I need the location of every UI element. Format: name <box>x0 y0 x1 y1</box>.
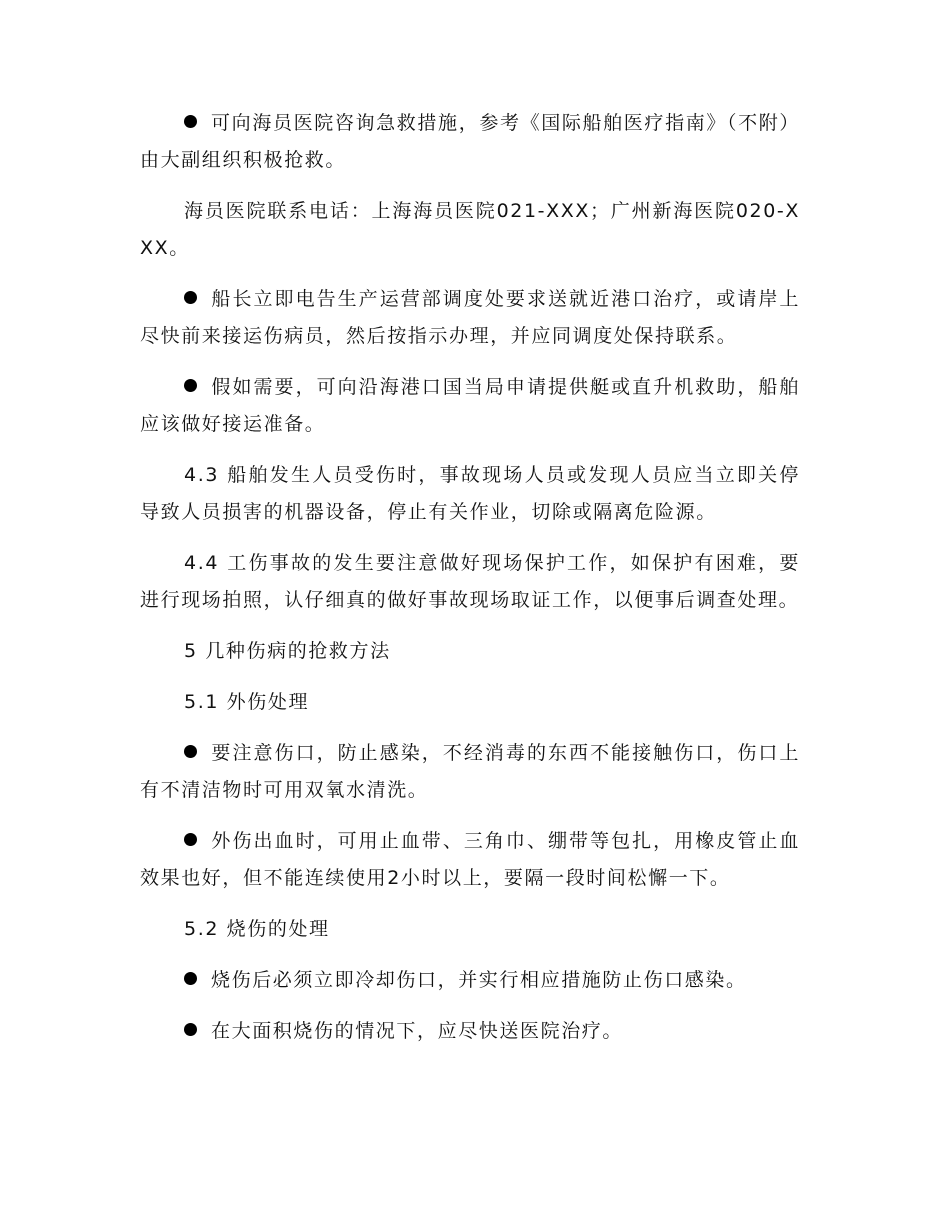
paragraph-text: 海员医院联系电话：上海海员医院021-XXX；广州新海医院020-XXX。 <box>140 200 800 259</box>
paragraph-large-burn <box>140 1013 800 1050</box>
paragraph-wound-infection <box>140 735 800 809</box>
bullet-icon <box>184 379 197 392</box>
section-heading-5-2 <box>140 911 800 948</box>
paragraph-text: 在大面积烧伤的情况下，应尽快送医院治疗。 <box>211 1020 624 1042</box>
paragraph-coastal-rescue <box>140 369 800 443</box>
document-body <box>140 105 800 1064</box>
bullet-icon <box>184 291 197 304</box>
bullet-icon <box>184 115 197 128</box>
heading-text: 5.2 烧伤的处理 <box>184 918 330 940</box>
heading-text: 5 几种伤病的抢救方法 <box>184 640 391 662</box>
paragraph-hospital-phone <box>140 193 800 267</box>
paragraph-captain-report <box>140 281 800 355</box>
bullet-icon <box>184 833 197 846</box>
paragraph-text: 烧伤后必须立即冷却伤口，并实行相应措施防止伤口感染。 <box>211 969 747 991</box>
paragraph-burn-cooling <box>140 962 800 999</box>
paragraph-text: 4.3 船舶发生人员受伤时，事故现场人员或发现人员应当立即关停导致人员损害的机器设备，停止有关作业，切除或隔离危险源。 <box>140 464 800 523</box>
section-heading-5-1 <box>140 684 800 721</box>
paragraph-section-4-4 <box>140 545 800 619</box>
paragraph-text: 假如需要，可向沿海港口国当局申请提供艇或直升机救助，船舶应该做好接运准备。 <box>140 376 800 435</box>
paragraph-text: 可向海员医院咨询急救措施，参考《国际船舶医疗指南》（不附）由大副组织积极抢救。 <box>140 112 800 171</box>
paragraph-text: 船长立即电告生产运营部调度处要求送就近港口治疗，或请岸上尽快前来接运伤病员，然后按指示办理，并应同调度处保持联系。 <box>140 288 800 347</box>
paragraph-medical-consult <box>140 105 800 179</box>
paragraph-text: 4.4 工伤事故的发生要注意做好现场保护工作，如保护有困难，要进行现场拍照，认仔细真的做好事故现场取证工作，以便事后调查处理。 <box>140 552 800 611</box>
section-heading-5 <box>140 633 800 670</box>
bullet-icon <box>184 1023 197 1036</box>
paragraph-text: 要注意伤口，防止感染，不经消毒的东西不能接触伤口，伤口上有不清洁物时可用双氧水清洗。 <box>140 742 800 801</box>
bullet-icon <box>184 745 197 758</box>
bullet-icon <box>184 972 197 985</box>
paragraph-bleeding <box>140 823 800 897</box>
paragraph-section-4-3 <box>140 457 800 531</box>
paragraph-text: 外伤出血时，可用止血带、三角巾、绷带等包扎，用橡皮管止血效果也好，但不能连续使用2小时以上，要隔一段时间松懈一下。 <box>140 830 800 889</box>
heading-text: 5.1 外伤处理 <box>184 691 310 713</box>
